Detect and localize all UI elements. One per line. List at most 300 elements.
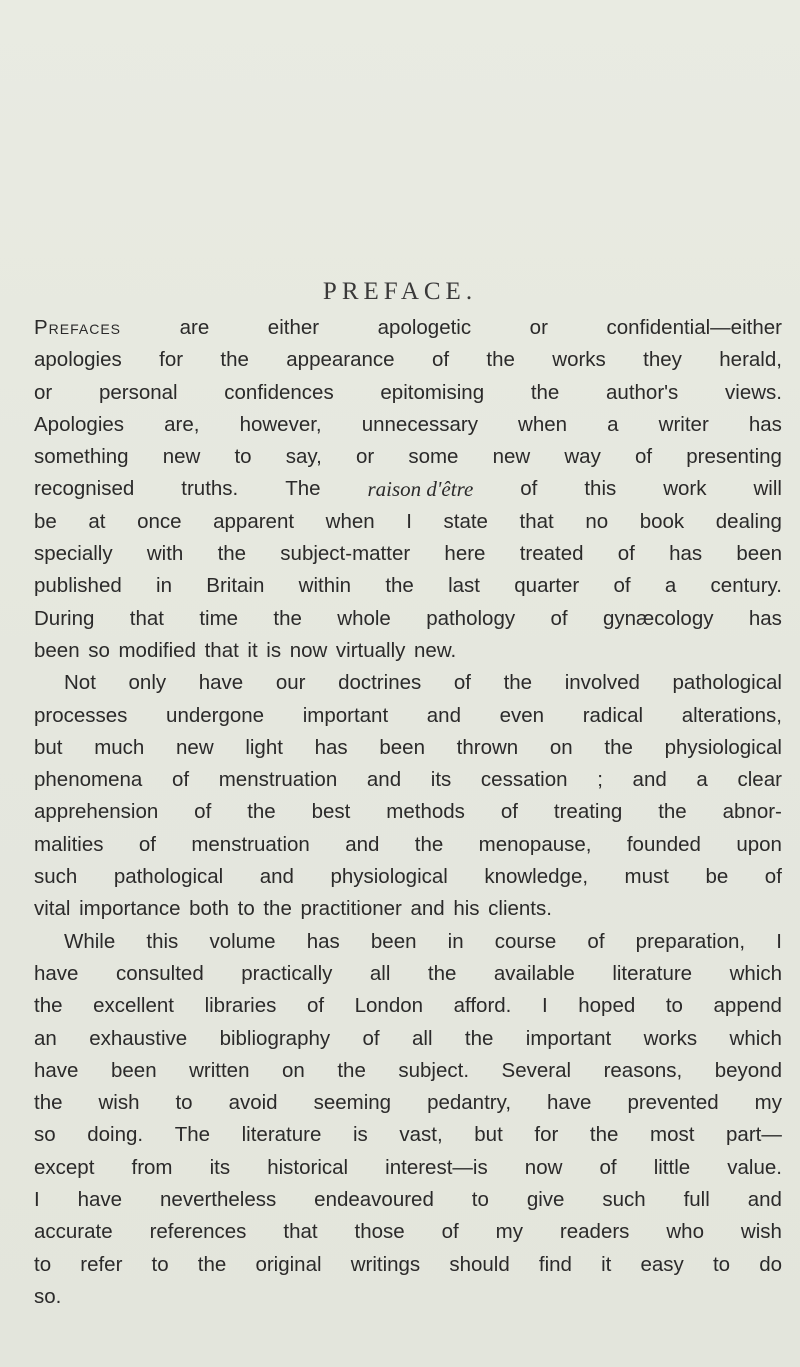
word: of	[520, 477, 538, 501]
word: of	[634, 445, 653, 469]
word: malities	[34, 832, 104, 856]
word: to	[175, 1091, 193, 1115]
word: presenting	[686, 445, 782, 469]
word: in	[156, 574, 172, 598]
word: doing.	[87, 1123, 144, 1147]
word: been	[736, 542, 782, 566]
word: state	[443, 509, 488, 533]
word: to	[34, 1252, 52, 1276]
word: within	[298, 574, 352, 598]
word: vital	[34, 897, 71, 921]
word: are	[179, 316, 210, 339]
word: the	[34, 994, 63, 1018]
word: avoid	[228, 1091, 278, 1115]
word: ;	[597, 768, 603, 792]
word: they	[643, 348, 682, 372]
word: or	[529, 316, 548, 339]
word: only	[128, 671, 167, 695]
word: and	[345, 832, 380, 856]
word: While	[64, 929, 116, 953]
word: my	[754, 1091, 782, 1115]
word: from	[131, 1155, 173, 1179]
word: The	[285, 477, 321, 501]
word: who	[666, 1220, 704, 1244]
word: alterations,	[681, 703, 782, 727]
word: references	[149, 1220, 247, 1244]
word: the	[589, 1123, 619, 1147]
word: its	[209, 1155, 231, 1179]
word: way	[564, 445, 601, 469]
text-line	[34, 1281, 782, 1313]
text-line	[34, 796, 782, 828]
text-line	[34, 893, 782, 925]
word: now	[289, 638, 328, 662]
text-line	[34, 441, 782, 473]
word: clear	[737, 768, 782, 792]
text-line	[34, 829, 782, 861]
word: that	[204, 638, 239, 662]
word: the	[414, 832, 444, 856]
word: confidences	[224, 380, 334, 404]
word: so	[34, 1123, 56, 1147]
word: refer	[80, 1252, 123, 1276]
word: full	[683, 1188, 710, 1212]
word: writer	[658, 412, 709, 436]
word: interest—is	[385, 1155, 488, 1179]
word: available	[493, 961, 575, 985]
word: readers	[559, 1220, 630, 1244]
word: the	[337, 1058, 366, 1082]
word: have	[34, 961, 79, 985]
word: is	[266, 638, 282, 662]
word: both	[189, 897, 230, 921]
word: should	[449, 1252, 510, 1276]
word: menopause,	[478, 832, 592, 856]
word: that	[519, 509, 554, 533]
word: be	[705, 865, 729, 889]
text-line	[34, 1152, 782, 1184]
word: except	[34, 1155, 95, 1179]
word: menstruation	[218, 768, 338, 792]
word: important	[302, 703, 389, 727]
word: reasons,	[603, 1058, 683, 1082]
text-line	[34, 473, 782, 505]
word: the	[247, 800, 276, 824]
word: of	[171, 768, 190, 792]
word: its	[430, 768, 452, 792]
word: new	[492, 445, 531, 469]
text-line	[34, 958, 782, 990]
word: truths.	[181, 477, 239, 501]
word: subject-matter	[280, 542, 411, 566]
word: virtually	[335, 638, 406, 662]
word: treated	[519, 542, 584, 566]
text-line	[34, 635, 782, 667]
word: the	[385, 574, 414, 598]
word: of	[306, 994, 325, 1018]
word: been	[379, 735, 425, 759]
word: London	[354, 994, 424, 1018]
word: of	[613, 574, 631, 598]
word: in	[447, 929, 464, 953]
word: and	[747, 1188, 782, 1212]
word: has	[314, 735, 348, 759]
text-line	[34, 1087, 782, 1119]
word: is	[352, 1123, 368, 1147]
word: importance	[79, 897, 181, 921]
word: I	[406, 509, 412, 533]
word: works	[643, 1026, 698, 1050]
word: the	[34, 1091, 63, 1115]
word: Apologies	[34, 412, 125, 436]
word: apprehension	[34, 800, 159, 824]
text-line	[34, 667, 782, 699]
word: knowledge,	[484, 865, 589, 889]
text-line	[34, 538, 782, 570]
word: whole	[337, 606, 391, 630]
text-line	[34, 861, 782, 893]
word: has	[748, 412, 782, 436]
text-line	[34, 990, 782, 1022]
word: to	[665, 994, 683, 1018]
word: author's	[606, 380, 679, 404]
word: pathological	[113, 865, 224, 889]
word: hoped	[578, 994, 636, 1018]
word: the	[604, 735, 633, 759]
word: that	[129, 606, 164, 630]
word: endeavoured	[314, 1188, 434, 1212]
word: our	[275, 671, 306, 695]
word: and	[426, 703, 461, 727]
word: light	[245, 735, 283, 759]
word: practically	[241, 961, 333, 985]
word: it	[601, 1252, 612, 1276]
word: the	[486, 348, 515, 372]
word: literature	[612, 961, 693, 985]
word: physiological	[664, 735, 782, 759]
word: of	[500, 800, 518, 824]
word: have	[34, 1058, 79, 1082]
word: works	[552, 348, 606, 372]
word: once	[137, 509, 182, 533]
word: all	[369, 961, 391, 985]
word: methods	[386, 800, 465, 824]
word: subject.	[398, 1058, 470, 1082]
word: of	[587, 929, 605, 953]
word: raison d'être	[367, 477, 474, 502]
word: quarter	[514, 574, 580, 598]
word: either	[267, 316, 320, 339]
word: of	[764, 865, 782, 889]
text-line	[34, 1023, 782, 1055]
word: Prefaces	[34, 316, 122, 339]
word: even	[499, 703, 545, 727]
word: this	[146, 929, 179, 953]
word: treating	[553, 800, 623, 824]
word: dealing	[715, 509, 782, 533]
text-line	[34, 926, 782, 958]
word: volume	[209, 929, 276, 953]
word: Several	[501, 1058, 572, 1082]
word: the	[503, 671, 533, 695]
text-line	[34, 570, 782, 602]
word: the	[530, 380, 560, 404]
word: apologetic	[377, 316, 472, 339]
word: I	[541, 994, 548, 1018]
word: on	[282, 1058, 305, 1082]
word: all	[412, 1026, 433, 1050]
word: pathological	[672, 671, 782, 695]
word: of	[362, 1026, 380, 1050]
word: value.	[727, 1155, 782, 1179]
word: the	[427, 961, 457, 985]
word: now	[524, 1155, 563, 1179]
word: physiological	[330, 865, 448, 889]
word: wish	[740, 1220, 782, 1244]
word: time	[199, 606, 239, 630]
text-line	[34, 732, 782, 764]
word: must	[624, 865, 669, 889]
word: phenomena	[34, 768, 143, 792]
word: historical	[267, 1155, 349, 1179]
word: recognised	[34, 477, 135, 501]
word: has	[748, 606, 782, 630]
word: has	[669, 542, 703, 566]
text-line	[34, 1216, 782, 1248]
word: append	[713, 994, 782, 1018]
word: the	[273, 606, 302, 630]
word: so.	[34, 1284, 62, 1308]
word: some	[408, 445, 459, 469]
word: practitioner	[300, 897, 402, 921]
word: have	[77, 1188, 123, 1212]
word: writings	[350, 1252, 421, 1276]
word: wish	[98, 1091, 140, 1115]
word: and	[410, 897, 445, 921]
word: little	[653, 1155, 691, 1179]
word: been	[370, 929, 417, 953]
word: last	[448, 574, 480, 598]
text-line	[34, 377, 782, 409]
word: beyond	[714, 1058, 782, 1082]
word: will	[753, 477, 782, 501]
word: menstruation	[191, 832, 310, 856]
text-line	[34, 700, 782, 732]
word: exhaustive	[89, 1026, 188, 1050]
text-line	[34, 1055, 782, 1087]
word: have	[198, 671, 244, 695]
word: easy	[640, 1252, 684, 1276]
word: and	[259, 865, 294, 889]
word: which	[729, 961, 782, 985]
word: literature	[241, 1123, 322, 1147]
word: of	[599, 1155, 617, 1179]
word: herald,	[719, 348, 782, 372]
word: involved	[564, 671, 640, 695]
text-line	[34, 312, 782, 344]
word: radical	[582, 703, 644, 727]
word: vast,	[399, 1123, 443, 1147]
word: to	[237, 897, 255, 921]
text-line	[34, 506, 782, 538]
word: a	[664, 574, 677, 598]
word: find	[538, 1252, 572, 1276]
word: the	[263, 897, 292, 921]
word: to	[151, 1252, 169, 1276]
word: libraries	[204, 994, 277, 1018]
word: when	[518, 412, 568, 436]
word: however,	[239, 412, 322, 436]
word: the	[220, 348, 249, 372]
word: here	[444, 542, 486, 566]
word: confidential—either	[606, 316, 782, 339]
word: book	[639, 509, 685, 533]
text-line	[34, 603, 782, 635]
word: been	[34, 638, 80, 662]
word: have	[547, 1091, 592, 1115]
word: for	[159, 348, 184, 372]
word: original	[255, 1252, 322, 1276]
word: do	[759, 1252, 782, 1276]
word: no	[585, 509, 609, 533]
word: to	[234, 445, 252, 469]
word: which	[729, 1026, 782, 1050]
word: gynæcology	[602, 606, 714, 630]
word: epitomising	[380, 380, 485, 404]
page-heading: PREFACE.	[322, 278, 478, 305]
word: with	[146, 542, 184, 566]
preface-body	[34, 312, 782, 1313]
word: say,	[285, 445, 322, 469]
word: consulted	[115, 961, 204, 985]
word: of	[453, 671, 471, 695]
word: his	[453, 897, 480, 921]
word: but	[34, 735, 63, 759]
word: During	[34, 606, 95, 630]
text-line	[34, 1249, 782, 1281]
word: a	[607, 412, 619, 436]
word: been	[110, 1058, 157, 1082]
word: the	[197, 1252, 227, 1276]
word: when	[325, 509, 375, 533]
word: it	[247, 638, 258, 662]
word: new	[162, 445, 201, 469]
word: are,	[164, 412, 200, 436]
word: much	[94, 735, 145, 759]
word: work	[663, 477, 707, 501]
word: or	[34, 380, 53, 404]
word: excellent	[93, 994, 174, 1018]
word: afford.	[453, 994, 512, 1018]
word: something	[34, 445, 129, 469]
word: or	[355, 445, 375, 469]
word: The	[174, 1123, 211, 1147]
word: clients.	[488, 897, 552, 921]
text-line	[34, 344, 782, 376]
word: seeming	[313, 1091, 392, 1115]
word: processes	[34, 703, 128, 727]
word: of	[138, 832, 156, 856]
word: written	[189, 1058, 250, 1082]
word: published	[34, 574, 122, 598]
word: to	[471, 1188, 489, 1212]
word: of	[194, 800, 212, 824]
word: modified	[118, 638, 196, 662]
word: new.	[414, 638, 457, 662]
word: views.	[725, 380, 782, 404]
word: to	[712, 1252, 731, 1276]
word: unnecessary	[361, 412, 478, 436]
word: apparent	[213, 509, 295, 533]
word: accurate	[34, 1220, 113, 1244]
word: undergone	[166, 703, 265, 727]
word: specially	[34, 542, 113, 566]
word: such	[602, 1188, 646, 1212]
word: the	[658, 800, 687, 824]
word: my	[495, 1220, 523, 1244]
word: best	[311, 800, 351, 824]
word: preparation,	[635, 929, 746, 953]
word: nevertheless	[160, 1188, 277, 1212]
word: I	[776, 929, 782, 953]
word: founded	[626, 832, 701, 856]
word: abnor-	[722, 800, 782, 824]
word: an	[34, 1026, 57, 1050]
word: but	[474, 1123, 503, 1147]
word: course	[494, 929, 557, 953]
word: pathology	[426, 606, 516, 630]
word: that	[283, 1220, 318, 1244]
word: prevented	[627, 1091, 719, 1115]
word: on	[549, 735, 573, 759]
word: such	[34, 865, 78, 889]
word: so	[88, 638, 110, 662]
word: a	[696, 768, 708, 792]
word: part—	[726, 1123, 782, 1147]
text-line	[34, 764, 782, 796]
text-line	[34, 409, 782, 441]
text-line	[34, 1119, 782, 1151]
word: century.	[710, 574, 782, 598]
word: of	[550, 606, 568, 630]
word: the	[464, 1026, 494, 1050]
word: bibliography	[219, 1026, 331, 1050]
word: upon	[736, 832, 782, 856]
word: the	[217, 542, 247, 566]
word: be	[34, 509, 57, 533]
word: appearance	[286, 348, 395, 372]
word: give	[526, 1188, 565, 1212]
word: those	[354, 1220, 405, 1244]
word: and	[366, 768, 402, 792]
word: of	[441, 1220, 459, 1244]
word: most	[650, 1123, 695, 1147]
word: this	[584, 477, 617, 501]
word: thrown	[456, 735, 519, 759]
word: personal	[98, 380, 178, 404]
word: doctrines	[338, 671, 422, 695]
word: at	[88, 509, 106, 533]
word: apologies	[34, 348, 122, 372]
word: has	[306, 929, 340, 953]
word: of	[431, 348, 450, 372]
word: of	[617, 542, 635, 566]
word: pedantry,	[427, 1091, 512, 1115]
word: cessation	[480, 768, 568, 792]
word: new	[176, 735, 214, 759]
word: important	[525, 1026, 612, 1050]
text-line	[34, 1184, 782, 1216]
